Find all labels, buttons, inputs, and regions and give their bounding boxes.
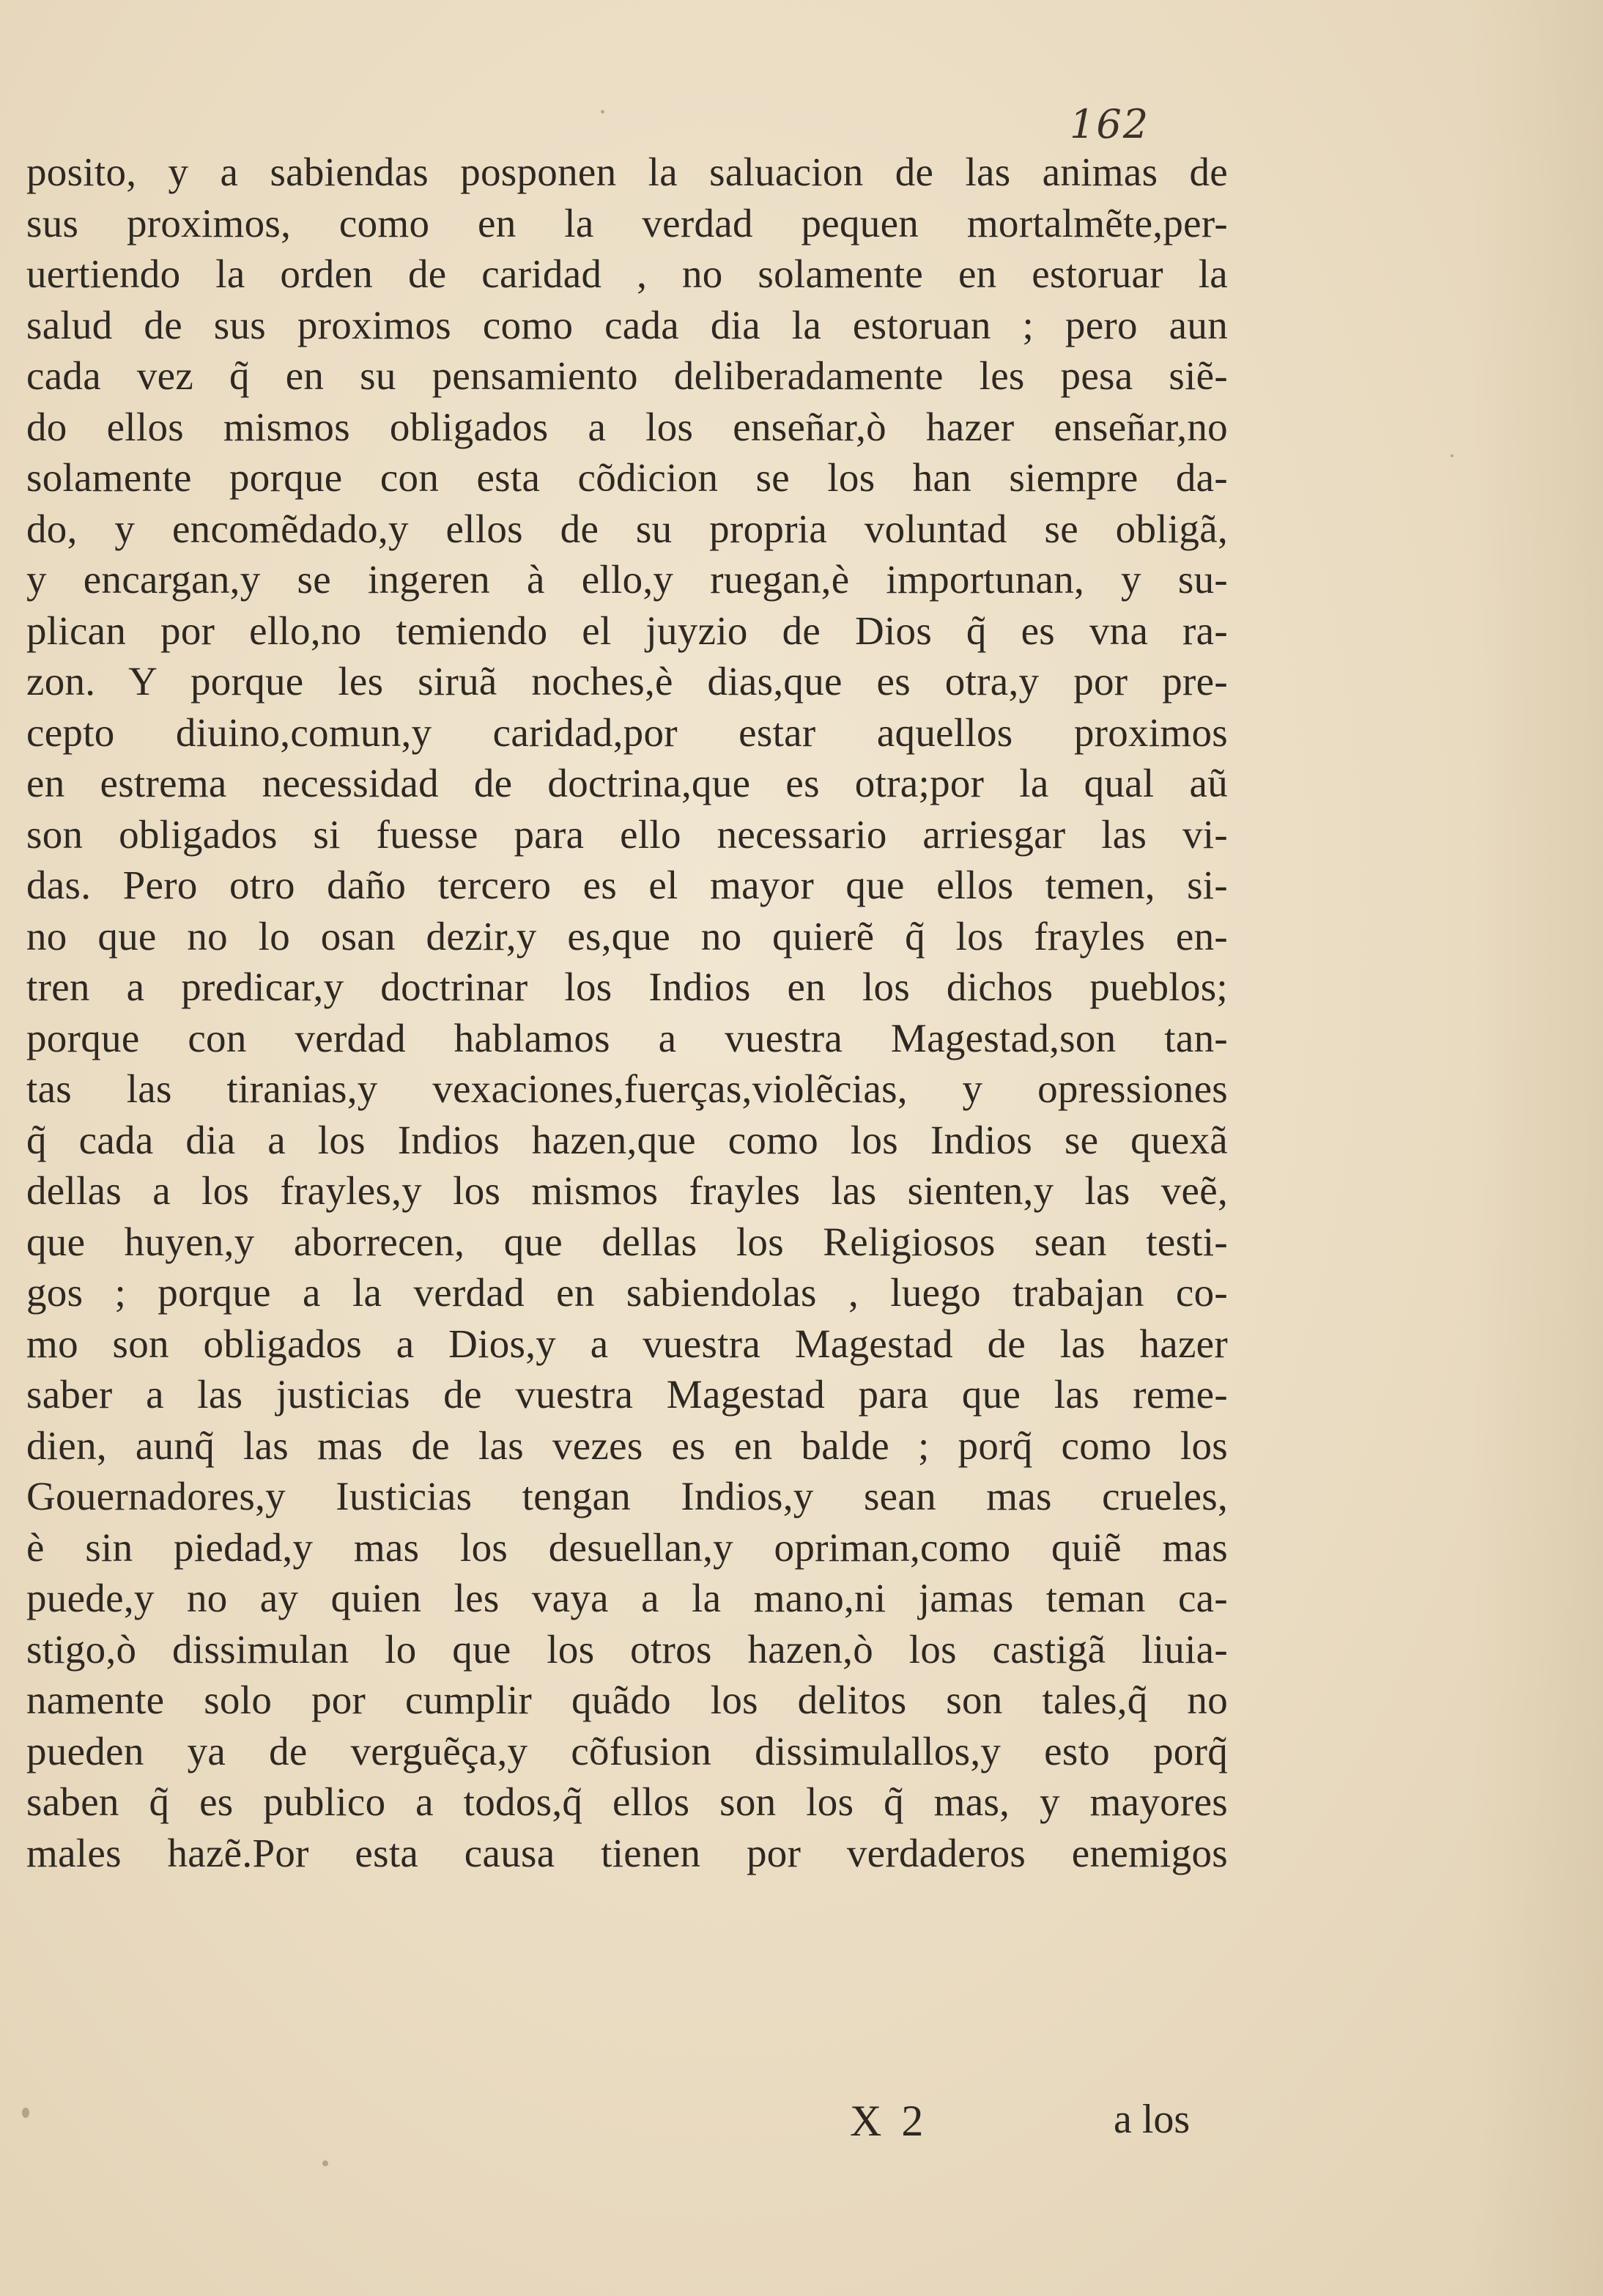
body-text <box>26 147 1228 1878</box>
text-line: mo son obligados a Dios,y a vuestra Magestad de las hazer <box>26 1321 1228 1366</box>
text-line: q̃ cada dia a los Indios hazen,que como los Indios se quexã <box>26 1117 1228 1162</box>
text-line: uertiendo la orden de caridad , no solamente en estoruar la <box>26 251 1228 296</box>
text-line: porque con verdad hablamos a vuestra Magestad,son tan- <box>26 1015 1228 1060</box>
text-line: solamente porque con esta cõdicion se los han siempre da- <box>26 455 1228 500</box>
text-line: no que no lo osan dezir,y es,que no quierẽ q̃ los frayles en- <box>26 913 1228 959</box>
text-line: tas las tiranias,y vexaciones,fuerças,violẽcias, y opressiones <box>26 1066 1228 1111</box>
text-line: posito, y a sabiendas posponen la saluacion de las animas de <box>26 150 1228 194</box>
signature-mark: X 2 <box>850 2097 928 2145</box>
text-line: cada vez q̃ en su pensamiento deliberadamente les pesa siẽ- <box>26 353 1228 398</box>
text-line: dellas a los frayles,y los mismos frayles las sienten,y las veẽ, <box>26 1168 1228 1213</box>
text-line: gos ; porque a la verdad en sabiendolas , luego trabajan co- <box>26 1270 1228 1315</box>
text-line: salud de sus proximos como cada dia la estoruan ; pero aun <box>26 302 1228 347</box>
text-line: en estrema necessidad de doctrina,que es otra;por la qual aũ <box>26 761 1228 805</box>
text-line: puede,y no ay quien les vaya a la mano,ni jamas teman ca- <box>26 1576 1228 1620</box>
text-line: y encargan,y se ingeren à ello,y ruegan,è importunan, y su- <box>26 557 1228 602</box>
text-line: plican por ello,no temiendo el juyzio de Dios q̃ es vna ra- <box>26 608 1228 653</box>
text-line: que huyen,y aborrecen, que dellas los Religiosos sean testi- <box>26 1219 1228 1264</box>
text-line: stigo,ò dissimulan lo que los otros hazen,ò los castigã liuia- <box>26 1626 1228 1672</box>
text-line: pueden ya de verguẽça,y cõfusion dissimulallos,y esto porq̃ <box>26 1728 1228 1773</box>
text-line: do ellos mismos obligados a los enseñar,ò hazer enseñar,no <box>26 404 1228 449</box>
text-line: è sin piedad,y mas los desuellan,y opriman,como quiẽ mas <box>26 1524 1228 1570</box>
text-line: son obligados si fuesse para ello necessario arriesgar las vi- <box>26 811 1228 857</box>
text-line: zon. Y porque les siruã noches,è dias,que es otra,y por pre- <box>26 659 1228 704</box>
page-footer <box>0 2096 1603 2155</box>
text-line: do, y encomẽdado,y ellos de su propria voluntad se obligã, <box>26 506 1228 551</box>
text-line: saben q̃ es publico a todos,q̃ ellos son los q̃ mas, y mayores <box>26 1779 1228 1824</box>
text-line: sus proximos, como en la verdad pequen mortalmẽte,per- <box>26 200 1228 246</box>
text-line: males hazẽ.Por esta causa tienen por verdaderos enemigos <box>26 1830 1228 1875</box>
text-line: Gouernadores,y Iusticias tengan Indios,y sean mas crueles, <box>26 1474 1228 1518</box>
catchword: a los <box>1114 2097 1191 2142</box>
text-line: das. Pero otro daño tercero es el mayor que ellos temen, si- <box>26 863 1228 907</box>
text-line: namente solo por cumplir quãdo los delitos son tales,q̃ no <box>26 1677 1228 1722</box>
text-line: tren a predicar,y doctrinar los Indios en los dichos pueblos; <box>26 964 1228 1009</box>
text-line: dien, aunq̃ las mas de las vezes es en balde ; porq̃ como los <box>26 1422 1228 1468</box>
text-line: cepto diuino,comun,y caridad,por estar aquellos proximos <box>26 709 1228 755</box>
page-number: 162 <box>1070 101 1150 147</box>
text-line: saber a las justicias de vuestra Magestad para que las reme- <box>26 1372 1228 1417</box>
